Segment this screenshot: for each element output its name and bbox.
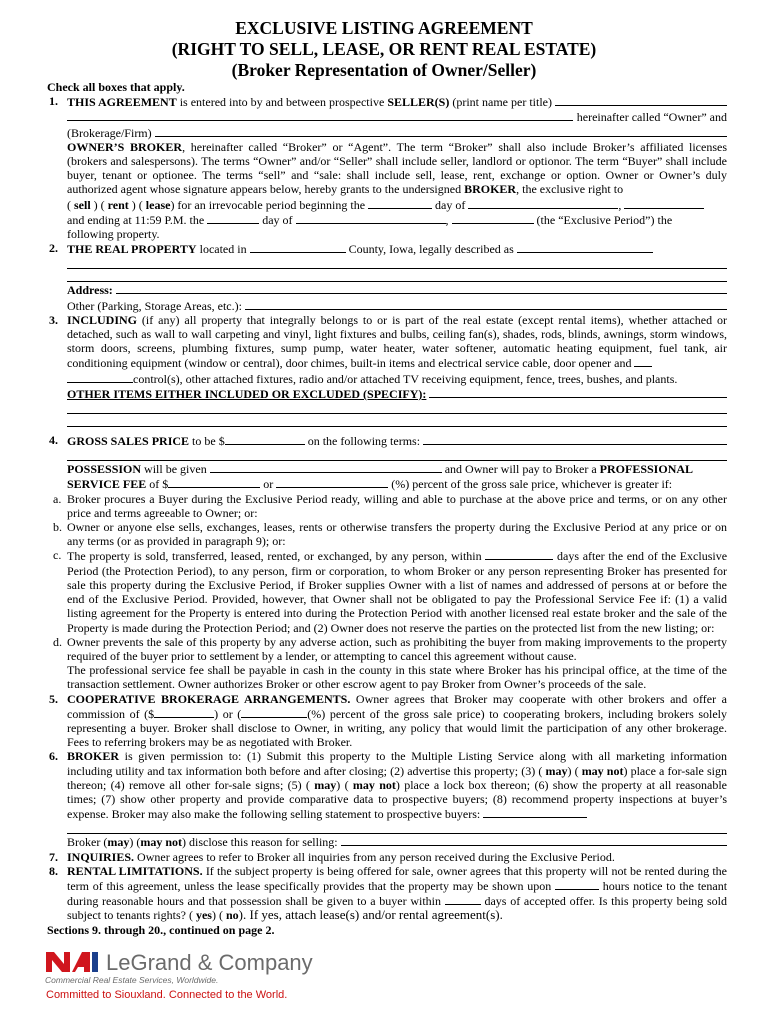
legal-description-line[interactable]: [67, 256, 727, 269]
section-text: (%) percent of the gross sale price) to cooperating brokers, including brokers solely representing a buyer. Broker shall disclose to Owner, in writing, any policy that would limit the participation of any other brokerage. Fees to referring brokers may be as negotiated with Broker.: [67, 706, 727, 750]
section-4: [47, 433, 727, 492]
section-text: Owner agrees to refer to Broker all inquiries from any person received during the Exclusive Period.: [134, 849, 615, 864]
clause-letter: d.: [53, 634, 62, 649]
other-items-line[interactable]: [67, 414, 727, 427]
section-text: hereinafter called “Owner” and: [576, 110, 727, 125]
section-text: days of accepted offer. Is this property being sold subject to tenants rights? (: [67, 894, 728, 923]
section-text: on the following terms:: [307, 434, 421, 449]
section-5: [47, 692, 727, 750]
clause-b: [47, 520, 727, 548]
section-text: ) for an irrevocable period beginning the: [170, 197, 366, 212]
clause-text: Broker procures a Buyer during the Exclusive Period ready, willing and able to purchase at the above price and terms, or on any other price and terms agreeable to Owner; or:: [67, 491, 727, 520]
begin-year-field[interactable]: [624, 197, 704, 209]
fee-payment-paragraph: The professional service fee shall be payable in cash in the county in this state where Broker has his principal office, at the time of the transaction settlement. Owner authorizes Broker or other escrow agent to pay Broker from Owner’s proceeds of the sale.: [67, 663, 727, 692]
clause-letter: c.: [53, 548, 62, 563]
section-text: , the exclusive right to: [516, 182, 624, 197]
brokerage-field[interactable]: [155, 125, 727, 137]
section-label: RENTAL LIMITATIONS.: [67, 863, 203, 878]
possession-days-field[interactable]: [445, 893, 481, 905]
other-areas-field[interactable]: [245, 298, 727, 310]
section-text: notice to the tenant during reasonable hours and that possession shall be given to a buyer within: [67, 878, 728, 909]
seller-name-field-2[interactable]: [67, 109, 573, 121]
section-text: located in: [196, 242, 247, 257]
section-label: INQUIRIES.: [67, 849, 135, 864]
legal-description-field[interactable]: [517, 241, 653, 253]
lockbox-may-checkbox[interactable]: may: [314, 777, 337, 792]
brokerage-label: (Brokerage/Firm): [67, 125, 152, 140]
document-subtitle: (RIGHT TO SELL, LEASE, OR RENT REAL ESTATE): [171, 39, 597, 59]
commission-amount-field[interactable]: [154, 706, 214, 718]
section-text: is entered into by and between prospective: [176, 95, 388, 110]
selling-statement-line[interactable]: [67, 821, 727, 834]
section-3: [47, 313, 727, 427]
section-6-cont: Broker ( may ) ( may not ) disclose this reason for selling:: [47, 821, 727, 849]
section-label: COOPERATIVE BROKERAGE ARRANGEMENTS.: [67, 691, 351, 706]
section-text: of $: [146, 477, 169, 492]
section-text: hours: [602, 878, 630, 893]
begin-month-field[interactable]: [468, 197, 618, 209]
section-number: 4.: [49, 433, 58, 448]
owners-broker-label: OWNER’S BROKER: [67, 139, 183, 154]
gross-price-field[interactable]: [225, 433, 305, 445]
section-text: control(s), other attached fixtures, radio and/or attached TV receiving equipment, fence, trees, bushes, and plants.: [133, 371, 678, 386]
logo-company-name: LeGrand & Company: [106, 950, 313, 975]
section-text: ). If yes, attach lease(s) and/or rental agreement(s).: [238, 907, 503, 923]
section-number: 7.: [49, 849, 58, 864]
section-2: [47, 241, 727, 313]
commission-percent-field[interactable]: [241, 706, 307, 718]
section-number: 3.: [49, 312, 58, 327]
reason-may-checkbox[interactable]: may: [107, 835, 130, 850]
section-text: ) place a lock box thereon; (6) show the property at all reasonable times; (7) show other property and provide comparative data to prospective buyers; (8) recommend property inspections at buyer’s expense. Broker may also make the following selling statement to prospective buyers:: [67, 777, 728, 822]
section-text: day of: [262, 212, 293, 227]
clause-text: Owner or anyone else sells, exchanges, leases, rents or otherwise transfers the property during the Exclusive Period at any price or on any terms (or as provided in paragraph 9); or:: [67, 520, 727, 549]
section-text: and Owner will pay to Broker a: [444, 462, 600, 477]
section-text: Broker (: [67, 835, 108, 850]
section-label: BROKER: [67, 749, 120, 764]
continued-note: Sections 9. through 20., continued on page 2.: [47, 922, 275, 937]
terms-line[interactable]: [67, 448, 727, 461]
other-items-field[interactable]: [429, 386, 727, 398]
section-6: 6. BROKER is given permission to: (1) Submit this property to the Multiple Listing Service along with all marketing information including utility and tax information both before and after closing; (2) advertise this property; (3) ( may) ( may not) place a for-sale sign thereon; (4) remove all other for-sale signs; (5) ( may) ( may not) place a lock box thereon; (6) show the property at all reasonable times; (7) show other property and provide comparative data to prospective buyers; (8) recommend property inspections at buyer’s expense. Broker may also make the following selling statement to prospective buyers:: [49, 749, 728, 822]
selling-reason-field[interactable]: [341, 834, 727, 846]
section-8: 8. RENTAL LIMITATIONS. If the subject property is being offered for sale, owner agrees that this property will not be rented during the term of this agreement, unless the lease specifically provides that the property may be shown upon hours notice to the tenant during reasonable hours and that possession shall be given to a buyer within days of accepted offer. Is this property being sold subject to tenants rights? ( yes) ( no). If yes, attach lease(s) and/or rental agreement(s).: [49, 863, 728, 923]
sell-checkbox[interactable]: sell: [74, 197, 91, 212]
clause-letter: b.: [53, 520, 62, 535]
tagline: Committed to Siouxland. Connected to the World.: [46, 989, 288, 1001]
section-text: ) place a for-sale sign thereon; (4) remove all other for-sale signs; (5) (: [67, 763, 728, 792]
possession-field[interactable]: [210, 461, 442, 473]
fee-percent-field[interactable]: [276, 476, 388, 488]
section-number: 5.: [49, 691, 58, 706]
section-text: (%) percent of the gross sale price, whichever is greater if:: [391, 477, 673, 492]
section-text: day of: [435, 197, 466, 212]
section-number: 8.: [49, 863, 58, 878]
clause-d: [47, 635, 727, 663]
section-text: , hereinafter called “Broker” or “Agent”. The term “Broker” shall also include Broker’s affiliated licenses (brokers and salespersons). The terms “Owner” and/or “Seller” shall include seller, landlord or optionor. The term “Buyer” shall include buyer, tenant or optionee. The terms “sell” and “sale: shall include sell, lease, rent, exchange or option. Owner or Owner’s duly authorized agent whose signature appears below, hereby grants to the undersigned: [67, 139, 728, 197]
notice-hours-field[interactable]: [555, 878, 599, 890]
legal-description-line[interactable]: [67, 269, 727, 282]
broker-label: BROKER: [464, 182, 517, 197]
section-label: THE REAL PROPERTY: [67, 242, 197, 257]
end-year-field[interactable]: [452, 212, 534, 224]
section-text: If the subject property is being offered for sale, owner agrees that this property will not be rented during the term of this agreement, unless the lease specifically provides that the property may be shown upon: [67, 863, 727, 893]
section-text: and ending at 11:59 P.M. the: [67, 212, 205, 227]
section-1: 1. THIS AGREEMENT is entered into by and between prospective SELLER(S) (print name per title) hereinafter called “Owner” and (Brokerage/Firm) OWNER’S BROKER, hereinafter called “Broker” or “Agent”. The term “Broker” shall also include Broker’s affiliated licenses (brokers and salespersons). The terms “Owner” and/or “Seller” shall include seller, landlord or optionor. The term “Buyer” shall include buyer, tenant or optionee. The terms “sell” and “sale: shall include sell, lease, rent, exchange or option. Owner or Owner’s duly authorized agent whose signature appears below, hereby grants to the undersigned BROKER, the exclusive right to ( sell ) ( rent ) ( lease) for an irrevocable period beginning the day of , and ending at 11:59 P.M. the day of , (the “Exclusive Period”) the following property.: [49, 94, 728, 242]
door-opener-count-field[interactable]: [634, 355, 652, 367]
psf-label: PROFESSIONAL SERVICE FEE: [67, 462, 693, 492]
section-text: (the “Exclusive Period”) the: [536, 212, 673, 227]
tenants-yes-checkbox[interactable]: yes: [195, 908, 212, 923]
end-month-field[interactable]: [296, 212, 446, 224]
clause-c: [47, 548, 727, 634]
protection-days-field[interactable]: [485, 548, 553, 560]
section-text: will be given: [141, 462, 207, 477]
section-text: (print name per title): [449, 95, 552, 110]
control-count-field[interactable]: [67, 371, 133, 383]
clause-text: days after the end of the Exclusive Period (the Protection Period), to any person, firm or corporation, to whom Broker or any person representing Broker has presented for sale this property during the Exclusive Period, if Broker supplies Owner with a list of names and addressed of persons at or before the end of the Exclusive Period. Provided, however, that Owner shall not be obligated to pay the Professional Service Fee if: (1) a valid listing agreement for the Property is entered into during the Protection Period with another licensed real estate broker and the sale of the Property is made during the Protection Period; and (2) Owner does not reserve the parties on the protected list from the new listing; or:: [67, 549, 728, 635]
section-text: to be $: [189, 434, 225, 449]
section-text: or: [263, 477, 274, 492]
section-text: is given permission to: (1) Submit this property to the Multiple Listing Service along with all marketing information including utility and tax information both before and after closing; (2) advertise this property; (3) (: [67, 749, 727, 778]
lease-checkbox[interactable]: lease: [145, 197, 171, 212]
lockbox-may-not-checkbox[interactable]: may not: [352, 777, 396, 792]
other-areas-label: Other (Parking, Storage Areas, etc.):: [67, 298, 242, 313]
check-all-instruction: Check all boxes that apply.: [47, 80, 185, 94]
end-day-field[interactable]: [207, 212, 259, 224]
document-title: EXCLUSIVE LISTING AGREEMENT: [235, 18, 533, 38]
section-number: 1.: [49, 94, 58, 109]
section-text: (if any) all property that integrally belongs to or is part of the real estate (except rental items), whether attached or detached, such as wall to wall carpeting and vinyl, light fixtures and bulbs, ceiling fan(s), shades, rods, blinds, awnings, storm windows, storm doors, screens, plumbing fixtures, sump pump, water heater, water softener, automatic heating equipment, fuel tank, air conditioning equipment (window or central), door chimes, built-in items and electrical service cable, door opener and: [67, 312, 727, 371]
document-subtitle-2: (Broker Representation of Owner/Seller): [231, 60, 537, 80]
section-label: INCLUDING: [67, 312, 138, 327]
possession-label: POSSESSION: [67, 462, 142, 477]
section-7: [47, 850, 727, 864]
clause-a: [47, 492, 727, 520]
reason-may-not-checkbox[interactable]: may not: [140, 835, 182, 850]
section-text: following property.: [67, 227, 160, 242]
clause-text: The property is sold, transferred, leased, rented, or exchanged, by any person, within: [67, 549, 482, 564]
section-number: 2.: [49, 241, 58, 256]
section-number: 6.: [49, 749, 58, 764]
tenants-no-checkbox[interactable]: no: [225, 908, 239, 923]
address-label: Address:: [67, 283, 113, 298]
begin-day-field[interactable]: [368, 197, 432, 209]
county-field[interactable]: [250, 241, 346, 253]
fee-amount-field[interactable]: [168, 476, 260, 488]
section-text: ) or (: [214, 706, 242, 721]
logo-subtitle: Commercial Real Estate Services, Worldwide.: [45, 975, 219, 985]
section-label: GROSS SALES PRICE: [67, 434, 190, 449]
section-text: Owner agrees that Broker may cooperate with other brokers and offer a commission of ($: [67, 691, 727, 721]
document-header: [0, 0, 768, 81]
other-items-label: OTHER ITEMS EITHER INCLUDED OR EXCLUDED (SPECIFY):: [67, 386, 427, 401]
address-field[interactable]: [116, 282, 727, 294]
selling-statement-field[interactable]: [483, 806, 587, 818]
other-items-line[interactable]: [67, 401, 727, 414]
sign-may-checkbox[interactable]: may: [545, 763, 568, 778]
rent-checkbox[interactable]: rent: [107, 197, 129, 212]
section-label: THIS AGREEMENT: [67, 95, 177, 110]
company-logo: [44, 946, 404, 991]
section-text: ) disclose this reason for selling:: [182, 835, 338, 850]
agreement-body: [47, 80, 727, 937]
nai-logo-icon: [44, 946, 404, 986]
seller-name-field[interactable]: [555, 94, 727, 106]
section-text: County, Iowa, legally described as: [348, 242, 514, 257]
clause-text: Owner prevents the sale of this property by any adverse action, such as prohibiting the buyer from making improvements to the property required of the buyer prior to settlement by a lender, or attempting to cancel this agreement without cause.: [67, 634, 727, 663]
terms-field[interactable]: [423, 433, 727, 445]
seller-label: SELLER(S): [387, 95, 450, 110]
sign-may-not-checkbox[interactable]: may not: [581, 763, 624, 778]
clause-letter: a.: [53, 491, 62, 506]
